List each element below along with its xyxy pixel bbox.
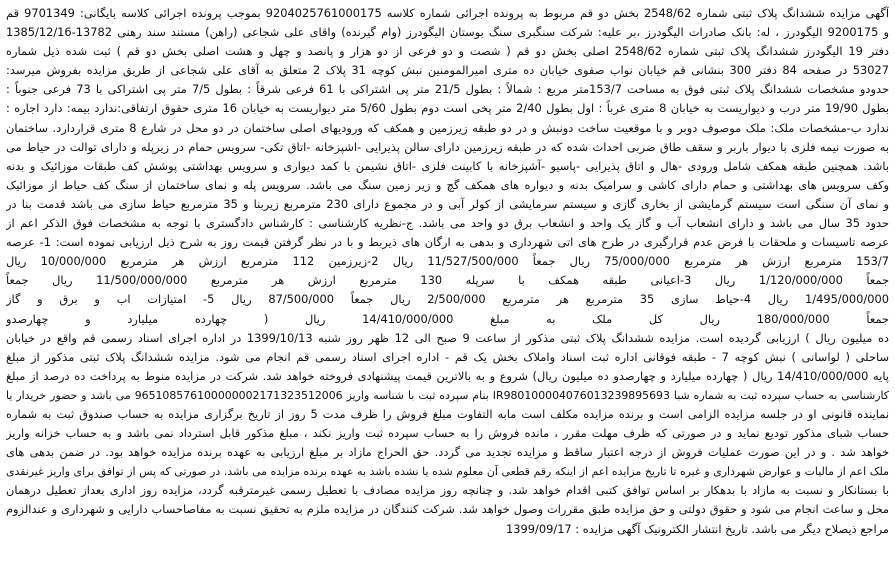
notice-line: محل و ساعت انجام می شود و حقوق دولتی و حق مزایده طبق مقررات وصول خواهد شد. شرکت کنندگان در مزایده ملزم به تحقیق نسبت به مفاصاحساب دارایی و شهرداری و عندالزوم xyxy=(6,502,889,517)
notice-line: 153/7 مترمربع ارزش هر مترمربع 75/000/000 ریال جمعاً 11/527/500/000 ریال 2-زیرزمین 112 مترمربع ارزش هر مترمربع 10/000/000 ریال xyxy=(6,254,889,269)
notice-line: به صورت نیمه فلزی با دیوار باربر و سقف طاق ضربی احداث شده که در طبقه زیرزمین دارای سالن پذیرایی -اشپزخانه -اتاق تکی- سرویس حمام در زیرپله و دارای توالت در حیاط می xyxy=(6,139,889,154)
notice-line: خواهد شد . و در این صورت عملیات فروش از درجه اعتبار ساقط و مزایده تجدید می گردد. حق الحراج مازاد بر مبلغ ارزیابی به عهده برنده مزایده خواهد بود. در ضمن بدهی های xyxy=(6,445,889,460)
notice-line: و نمای آن سنگی است سیستم گرمایشی از بخاری گازی و سیستم سرمایشی از کولر آبی و در مجموع دارای 230 مترمربع زیربنا و 35 مترمربع حیاط سازی می باشد قدمت بنا در xyxy=(6,196,889,211)
notice-line: ساحلی ( لواسانی ) نبش کوچه 7 - طبقه فوقانی اداره ثبت اسناد واملاک بخش یک قم - اداره اجرای اسناد رسمی قم انجام می شود. مزایده ششدانگ پلاک ثبتی مذکور از مبلغ xyxy=(6,349,889,364)
notice-line: آگهی مزایده ششدانگ پلاک ثبتی شماره 2548/62 بخش دو قم مربوط به پرونده اجرائی شماره کلاسه 9204025761000175 بموجب پرونده اجرائی کلاسه بایگانی: 9701349 قم xyxy=(6,6,889,20)
notice-line: جمعاً 180/000/000 ریال کل ملک به مبلغ 14/410/000/000 ریال ( چهارده میلیارد و چهارصدو xyxy=(6,311,889,326)
notice-line: پایه 14/410/000/000 ریال ( چهارده میلیارد و چهارصدو ده میلیون ریال) شروع و به بالاترین قیمت پیشنهادی فروخته خواهد شد. شرکت در مزایده منوط به پرداخت ده درصد از مبلغ xyxy=(6,368,889,383)
notice-line: نماینده قانونی او در جلسه مزایده الزامی است و برنده مزایده مکلف است مابه التفاوت مبلغ فروش را ظرف مدت 5 روز از تاریخ برگزاری مزایده به حساب صندوق ثبت به شماره xyxy=(6,406,889,421)
notice-line: 53027 در صفحه 84 دفتر 300 بنشانی قم خیابان نواب صفوی خیابان ده متری امیرالمومنین نبش کوچه 31 پلاک 2 متعلق به آقای علی شجاعی از طریق مزایده بفروش میرسد: xyxy=(6,63,889,78)
notice-line: ندارد ب-مشخصات ملک: ملک موصوف دوبر و با موقعیت ساخت دونبش و در دو طبقه زیرزمین و همکف که ورودیهای اصلی ساختمان در دو محل در شارع 8 متری قراردارد. ساختمان xyxy=(6,120,889,135)
notice-line: دفتر 19 الیگودرز ششدانگ پلاک ثبتی شماره 2548/62 اصلی بخش دو قم ( شصت و دو فرعی از دو هزار و پانصد و چهل و هشت اصلی بخش دو قم ) ثبت شده ذیل شماره xyxy=(6,44,889,59)
notice-line: حدودو مشخصات ششدانگ پلاک ثبتی فوق به مساحت 153/7متر مربع : شمالاً : بطول 21/5 متر پی اشتراکی با 61 فرعی شرقاً : بطول 7/5 متر پی اشتراکی با 73 فرعی جنوباً : xyxy=(6,82,889,97)
notice-line: عرصه تاسیسات و ملحقات با فرض عدم قرارگیری در طرح های اتی شهرداری و بدهی به ارگان های ذیربط و با در نظر گرفتن قیمت روز به شرح ذیل ارزیابی نموده است: 1- عرصه xyxy=(6,235,889,250)
notice-line: بطول 19/90 متر درب و دیواریست به خیابان 8 متری غرباً : اول بطول 2/40 متر پخی است دوم بطول 5/60 متر دیواریست به خیابان 16 متری حقوق ارتفاقی:ندارد بیمه: دارد اجاره : xyxy=(6,101,889,116)
notice-line: کارشناسی به حساب سپرده ثبت به شماره شبا IR980100004076013239895693 بنام سپرده ثبت با شناسه واریز 965108576100000002171323512006 می باشد و حضور خریدار یا xyxy=(6,388,889,402)
notice-line: با بستانکار و نسبت به مازاد با بدهکار بر اساس توافق کتبی اقدام خواهد شد. و چنانچه روز مزایده مصادف با تعطیل رسمی غیرمترقبه گردد، مزایده روز اداری بعداز تعطیل درهمان xyxy=(6,483,889,498)
notice-line: باشد. همچنین طبقه همکف شامل ورودی -هال و اتاق پذیرایی -پاسیو -آشپزخانه با کابینت فلزی -اتاق نشیمن با کمد دیواری و سرویس بهداشتی پوشش کف طبقات موزائیک و بدنه xyxy=(6,158,889,173)
notice-line: جمعاً 1/120/000/000 ریال 3-اعیانی طبقه همکف با سرپله 130 مترمربع ارزش هر مترمربع 11/500/000/000 ریال جمعاً xyxy=(6,273,889,288)
notice-line: 1/495/000/000 ریال 4-حیاط سازی 35 مترمربع هر مترمربع 2/500/000 ریال جمعاً 87/500/000 ریال 5- امتیازات اب و برق و گاز xyxy=(6,292,889,307)
notice-line: ملک اعم از مالیات و عوارض شهرداری و غیره تا تاریخ مزایده اعم از اینکه رقم قطعی آن معلوم شده یا نشده باشد به عهده برنده مزایده می باشد. در صورتی که پس از توافق برای واریز غیرنقدی xyxy=(6,465,889,479)
notice-line: و 9200175 الیگودرز ، له: بانک صادرات الیگودرز ،بر علیه: شرکت سنگبری سنگ بوستان الیگودرز (وام گیرنده) واقای علی شجاعی (راهن) مستند سند رهنی 13782-1385/12/16 xyxy=(6,25,889,40)
notice-line: ده میلیون ریال ) ارزیابی گردیده است. مزایده ششدانگ پلاک ثبتی مذکور از ساعت 9 صبح الی 12 ظهر روز شنبه 1399/10/13 در اداره اجرای اسناد رسمی قم واقع در خیابان xyxy=(6,330,889,345)
notice-line: وکف سرویس های بهداشتی و حمام دارای کاشی و سرامیک بدنه و دیواره های همکف گچ و زیر زمین سنگ می باشد. سرویس پله و نمای ساختمان از سنگ کف حیاط از موزائیک xyxy=(6,177,889,192)
notice-line: حدود 35 سال می باشد و دارای انشعاب آب و گاز یک واحد و انشعاب برق دو واحد می باشد. ج-نظریه کارشناسی : کارشناس دادگستری با توجه به مشخصات فوق الذکر اعم از xyxy=(6,216,889,231)
notice-line: حساب شبای مذکور تودیع نماید و در صورتی که ظرف مهلت مقرر ، مانده فروش را به حساب سپرده ثبت واریز نکند ، مبلغ مذکور قابل استرداد نمی باشد و به حساب خزانه واریز xyxy=(6,426,889,441)
publication-date-line: مراجع ذیصلاح دیگر می باشد. تاریخ انتشار الکترونیک آگهی مزایده : 1399/09/17 xyxy=(506,521,889,536)
